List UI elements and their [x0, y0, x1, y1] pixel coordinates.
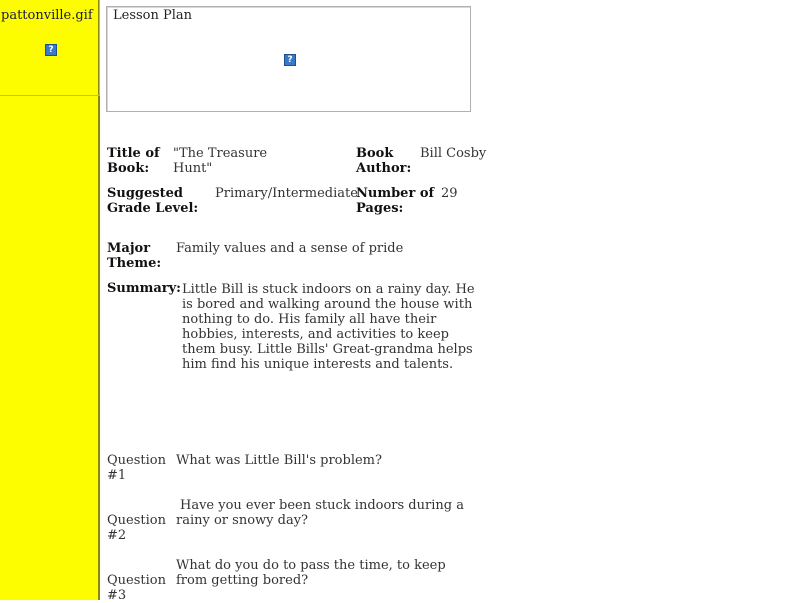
grade-level-label: Suggested Grade Level: — [107, 186, 199, 216]
logo-frame — [0, 0, 100, 96]
summary-label: Summary: — [107, 281, 181, 296]
summary-value: Little Bill is stuck indoors on a rainy day. He is bored and walking around the house with nothing to do. His family all have their hobbies, interests, and activities to keep them busy. Little Bills' Great-grandma helps him find his unique interests and talents. — [182, 282, 475, 372]
author-value: Bill Cosby — [420, 146, 487, 161]
question-label: Question #1 — [107, 453, 166, 483]
grade-level-value: Primary/Intermediate — [215, 186, 358, 201]
question-text: What was Little Bill's problem? — [176, 453, 382, 468]
page-count-label: Number of Pages: — [356, 186, 435, 216]
page-count-value: 29 — [441, 186, 458, 201]
theme-label: Major Theme: — [107, 241, 162, 271]
broken-image-icon: ? — [284, 54, 296, 66]
broken-image-icon: ? — [45, 44, 57, 56]
question-label: Question #3 — [107, 573, 166, 603]
question-label: Question #2 — [107, 513, 166, 543]
logo-alt-text: pattonville.gif — [1, 8, 93, 23]
title-label: Title of Book: — [107, 146, 160, 176]
question-text: What do you do to pass the time, to keep from getting bored? — [176, 558, 446, 588]
theme-value: Family values and a sense of pride — [176, 241, 404, 256]
sidebar — [0, 0, 100, 600]
title-value: "The Treasure Hunt" — [173, 146, 268, 176]
author-label: Book Author: — [356, 146, 412, 176]
lesson-plan-heading: Lesson Plan — [113, 8, 193, 23]
question-text: Have you ever been stuck indoors during a rainy or snowy day? — [176, 498, 464, 528]
lesson-plan-frame — [106, 6, 471, 112]
